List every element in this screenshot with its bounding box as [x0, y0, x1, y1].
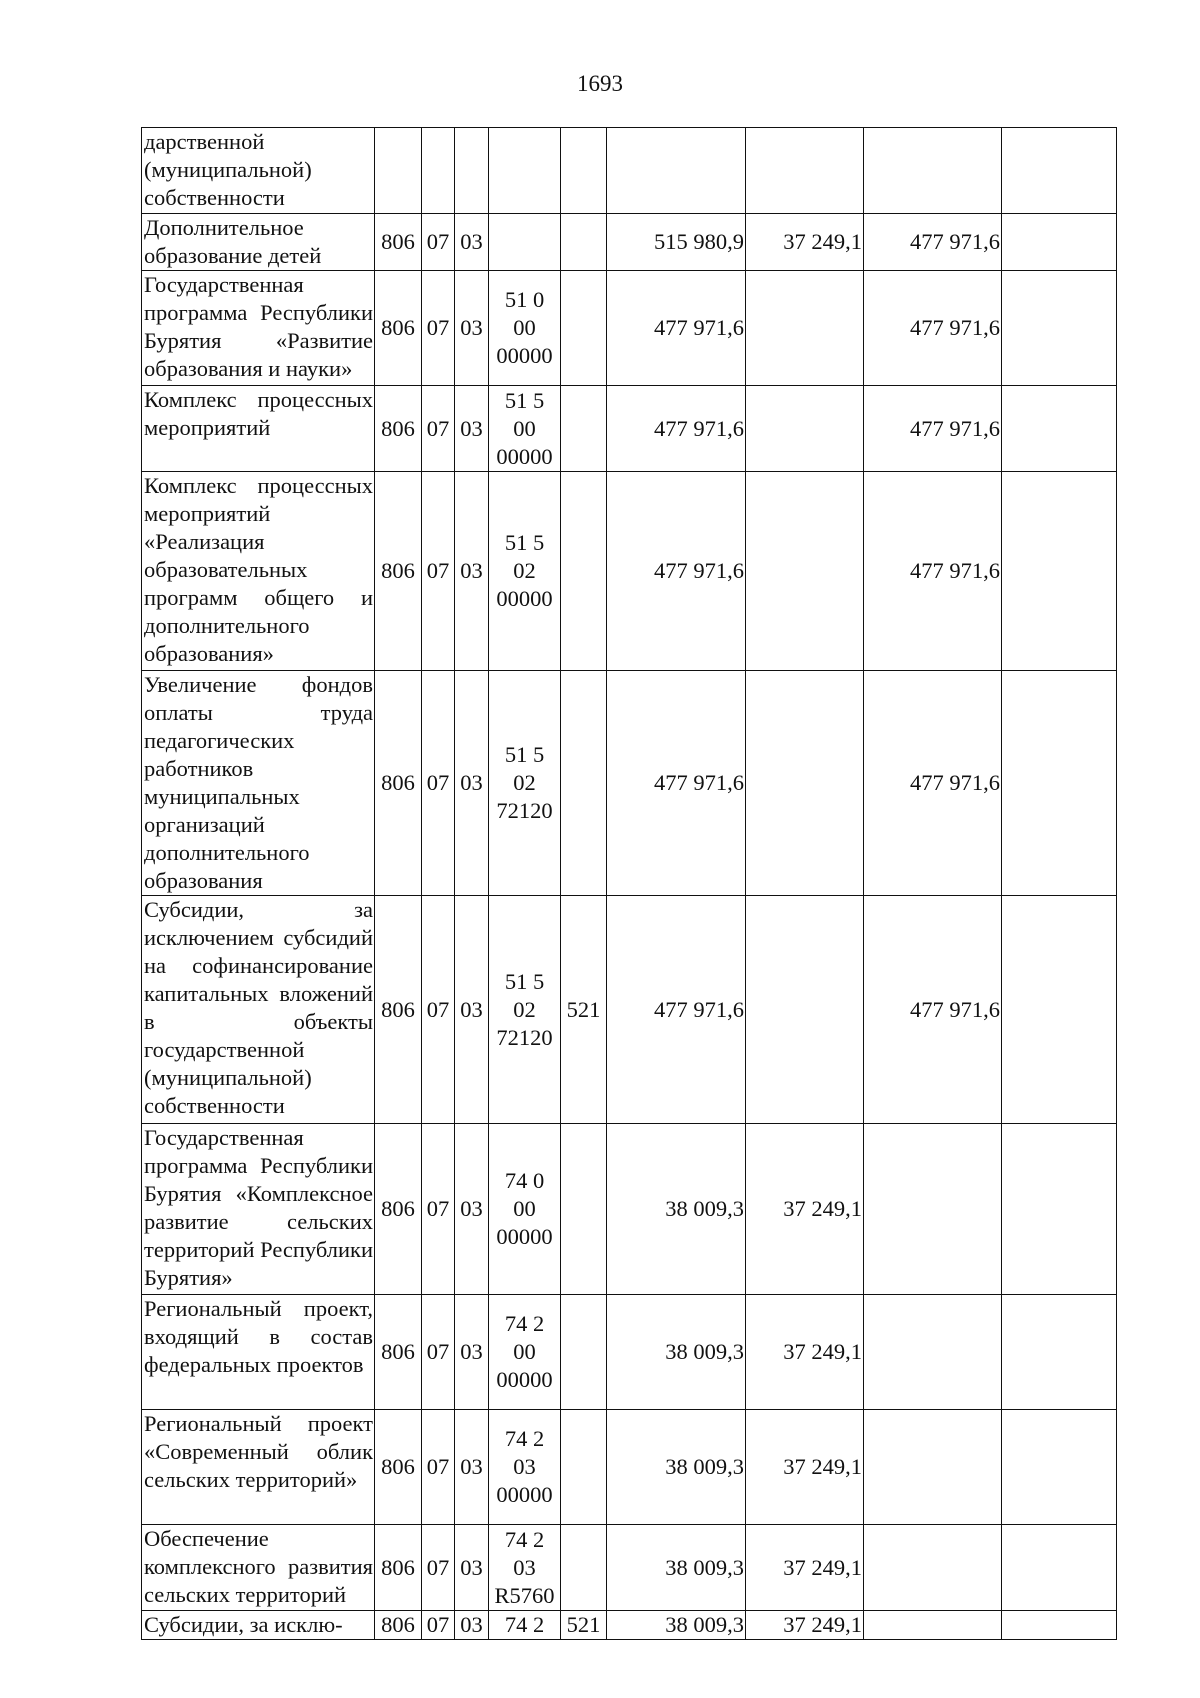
target-code-cell	[489, 271, 561, 386]
target-code-line: 00000	[496, 1482, 553, 1507]
extra-sum-cell	[1002, 1525, 1117, 1611]
target-code-line: 74 2	[504, 1526, 545, 1552]
row-name-cell: дарственной (муниципальной) собственности	[142, 128, 375, 214]
federal-sum-cell	[746, 271, 864, 386]
row-name-cell: Государственная программа Республики Бурятия «Комплексное развитие сельских территорий Республики Бурятия»	[142, 1124, 375, 1295]
federal-sum-cell: 37 249,1	[746, 1124, 864, 1295]
section-code-cell: 07	[422, 1295, 455, 1410]
federal-sum-cell	[746, 896, 864, 1124]
total-sum-cell: 477 971,6	[607, 671, 746, 896]
total-sum-cell: 477 971,6	[607, 896, 746, 1124]
subsection-code-cell: 03	[455, 214, 489, 271]
target-code-line: 74 2	[504, 1311, 545, 1336]
row-name-cell: Государственная программа Республики Бурятия «Развитие образования и науки»	[142, 271, 375, 386]
republic-sum-cell: 477 971,6	[864, 896, 1002, 1124]
extra-sum-cell	[1002, 671, 1117, 896]
row-name-cell: Комплекс процессных мероприятий «Реализация образовательных программ общего и дополнительного образования»	[142, 472, 375, 671]
table-row	[142, 128, 1117, 214]
table-row	[142, 1611, 1117, 1640]
extra-sum-cell	[1002, 271, 1117, 386]
target-code-line: 72120	[496, 798, 553, 823]
extra-sum-cell	[1002, 1295, 1117, 1410]
table-row	[142, 671, 1117, 896]
ved-code-cell: 806	[375, 1525, 422, 1611]
ved-code-cell: 806	[375, 671, 422, 896]
target-code-line: 51 5	[504, 387, 545, 413]
target-code-cell	[489, 1410, 561, 1525]
row-name-cell: Обеспечение комплексного развития сельских территорий	[142, 1525, 375, 1611]
extra-sum-cell	[1002, 128, 1117, 214]
ved-code-cell: 806	[375, 1295, 422, 1410]
expense-type-cell	[561, 1410, 607, 1525]
subsection-code-cell: 03	[455, 1525, 489, 1611]
table-row	[142, 1525, 1117, 1611]
target-code-cell	[489, 214, 561, 271]
section-code-cell: 07	[422, 1124, 455, 1295]
republic-sum-cell	[864, 1295, 1002, 1410]
row-name-cell: Дополнительное образование детей	[142, 214, 375, 271]
target-code-line: 51 5	[504, 968, 545, 994]
ved-code-cell: 806	[375, 386, 422, 472]
extra-sum-cell	[1002, 472, 1117, 671]
section-code-cell	[422, 128, 455, 214]
table-row	[142, 896, 1117, 1124]
row-name-cell: Субсидии, за исклю-	[142, 1611, 375, 1640]
table-row	[142, 1124, 1117, 1295]
expense-type-cell	[561, 386, 607, 472]
subsection-code-cell: 03	[455, 1124, 489, 1295]
page-number: 1693	[577, 71, 623, 96]
federal-sum-cell	[746, 671, 864, 896]
subsection-code-cell: 03	[455, 271, 489, 386]
target-code-line: 00000	[496, 443, 553, 469]
republic-sum-cell	[864, 1611, 1002, 1640]
target-code-cell	[489, 1525, 561, 1611]
ved-code-cell	[375, 128, 422, 214]
extra-sum-cell	[1002, 896, 1117, 1124]
federal-sum-cell	[746, 386, 864, 472]
extra-sum-cell	[1002, 386, 1117, 472]
target-code-line: 51 5	[504, 742, 545, 767]
ved-code-cell: 806	[375, 1611, 422, 1640]
subsection-code-cell: 03	[455, 671, 489, 896]
target-code-cell	[489, 1295, 561, 1410]
target-code-line: 02	[513, 558, 536, 583]
republic-sum-cell	[864, 128, 1002, 214]
total-sum-cell: 477 971,6	[607, 386, 746, 472]
ved-code-cell: 806	[375, 214, 422, 271]
target-code-line: 03	[513, 1454, 536, 1479]
federal-sum-cell: 37 249,1	[746, 1295, 864, 1410]
ved-code-cell: 806	[375, 1410, 422, 1525]
federal-sum-cell: 37 249,1	[746, 214, 864, 271]
republic-sum-cell	[864, 1525, 1002, 1611]
expense-type-cell	[561, 1295, 607, 1410]
expense-type-cell	[561, 214, 607, 271]
ved-code-cell: 806	[375, 271, 422, 386]
section-code-cell: 07	[422, 472, 455, 671]
expense-type-cell	[561, 671, 607, 896]
target-code-line: 00	[513, 1196, 536, 1221]
target-code-cell	[489, 386, 561, 472]
target-code-line: 02	[513, 770, 536, 795]
federal-sum-cell: 37 249,1	[746, 1611, 864, 1640]
row-name-cell: Региональный проект, входящий в состав федеральных проектов	[142, 1295, 375, 1410]
federal-sum-cell	[746, 472, 864, 671]
table-row	[142, 1295, 1117, 1410]
total-sum-cell: 38 009,3	[607, 1124, 746, 1295]
table-row	[142, 214, 1117, 271]
subsection-code-cell	[455, 128, 489, 214]
subsection-code-cell: 03	[455, 386, 489, 472]
republic-sum-cell: 477 971,6	[864, 271, 1002, 386]
subsection-code-cell: 03	[455, 1295, 489, 1410]
ved-code-cell: 806	[375, 472, 422, 671]
expense-type-cell: 521	[561, 896, 607, 1124]
row-name-cell: Увеличение фондов оплаты труда педагогических работников муниципальных организаций дополнительного образования	[142, 671, 375, 896]
subsection-code-cell: 03	[455, 1410, 489, 1525]
target-code-cell	[489, 896, 561, 1124]
expense-type-cell: 521	[561, 1611, 607, 1640]
total-sum-cell: 38 009,3	[607, 1525, 746, 1611]
federal-sum-cell: 37 249,1	[746, 1410, 864, 1525]
target-code-line: 00	[513, 315, 536, 340]
subsection-code-cell: 03	[455, 896, 489, 1124]
section-code-cell: 07	[422, 1611, 455, 1640]
expense-type-cell	[561, 1124, 607, 1295]
target-code-line: 51 0	[504, 287, 545, 312]
target-code-line: 74 2	[504, 1426, 545, 1451]
target-code-cell	[489, 128, 561, 214]
row-name-cell: Региональный проект «Современный облик сельских территорий»	[142, 1410, 375, 1525]
target-code-line: 00000	[496, 343, 553, 368]
total-sum-cell: 38 009,3	[607, 1295, 746, 1410]
republic-sum-cell: 477 971,6	[864, 472, 1002, 671]
extra-sum-cell	[1002, 1124, 1117, 1295]
row-name-cell: Субсидии, за исключением субсидий на софинансирование капитальных вложений в объекты государственной (муниципальной) собственности	[142, 896, 375, 1124]
target-code-line: 51 5	[504, 530, 545, 555]
target-code-line: 72120	[496, 1024, 553, 1050]
extra-sum-cell	[1002, 214, 1117, 271]
republic-sum-cell: 477 971,6	[864, 214, 1002, 271]
table-row	[142, 271, 1117, 386]
target-code-line: R5760	[494, 1582, 555, 1608]
total-sum-cell: 38 009,3	[607, 1410, 746, 1525]
total-sum-cell: 477 971,6	[607, 271, 746, 386]
budget-table	[141, 127, 1117, 1640]
section-code-cell: 07	[422, 271, 455, 386]
republic-sum-cell	[864, 1410, 1002, 1525]
table-body	[142, 128, 1117, 1640]
target-code-line: 00	[513, 1339, 536, 1364]
expense-type-cell	[561, 128, 607, 214]
target-code-line: 03	[513, 1554, 536, 1580]
federal-sum-cell: 37 249,1	[746, 1525, 864, 1611]
target-code-line: 00	[513, 415, 536, 441]
republic-sum-cell: 477 971,6	[864, 671, 1002, 896]
target-code-line: 00000	[496, 1224, 553, 1249]
target-code-line: 74 0	[504, 1168, 545, 1193]
extra-sum-cell	[1002, 1410, 1117, 1525]
table-row	[142, 1410, 1117, 1525]
total-sum-cell: 515 980,9	[607, 214, 746, 271]
target-code-cell	[489, 472, 561, 671]
expense-type-cell	[561, 271, 607, 386]
target-code-cell	[489, 1611, 561, 1640]
section-code-cell: 07	[422, 386, 455, 472]
subsection-code-cell: 03	[455, 472, 489, 671]
ved-code-cell: 806	[375, 896, 422, 1124]
section-code-cell: 07	[422, 214, 455, 271]
table-row	[142, 386, 1117, 472]
table-row	[142, 472, 1117, 671]
section-code-cell: 07	[422, 1525, 455, 1611]
subsection-code-cell: 03	[455, 1611, 489, 1640]
total-sum-cell: 477 971,6	[607, 472, 746, 671]
extra-sum-cell	[1002, 1611, 1117, 1640]
target-code-cell	[489, 1124, 561, 1295]
republic-sum-cell	[864, 1124, 1002, 1295]
republic-sum-cell: 477 971,6	[864, 386, 1002, 472]
total-sum-cell: 38 009,3	[607, 1611, 746, 1640]
section-code-cell: 07	[422, 671, 455, 896]
target-code-line: 02	[513, 996, 536, 1022]
section-code-cell: 07	[422, 1410, 455, 1525]
federal-sum-cell	[746, 128, 864, 214]
ved-code-cell: 806	[375, 1124, 422, 1295]
expense-type-cell	[561, 472, 607, 671]
expense-type-cell	[561, 1525, 607, 1611]
row-name-cell: Комплекс процессных мероприятий	[142, 386, 375, 472]
target-code-cell	[489, 671, 561, 896]
target-code-line: 00000	[496, 586, 553, 611]
target-code-line: 00000	[496, 1367, 553, 1392]
section-code-cell: 07	[422, 896, 455, 1124]
total-sum-cell	[607, 128, 746, 214]
target-code-line: 74 2	[504, 1612, 545, 1637]
